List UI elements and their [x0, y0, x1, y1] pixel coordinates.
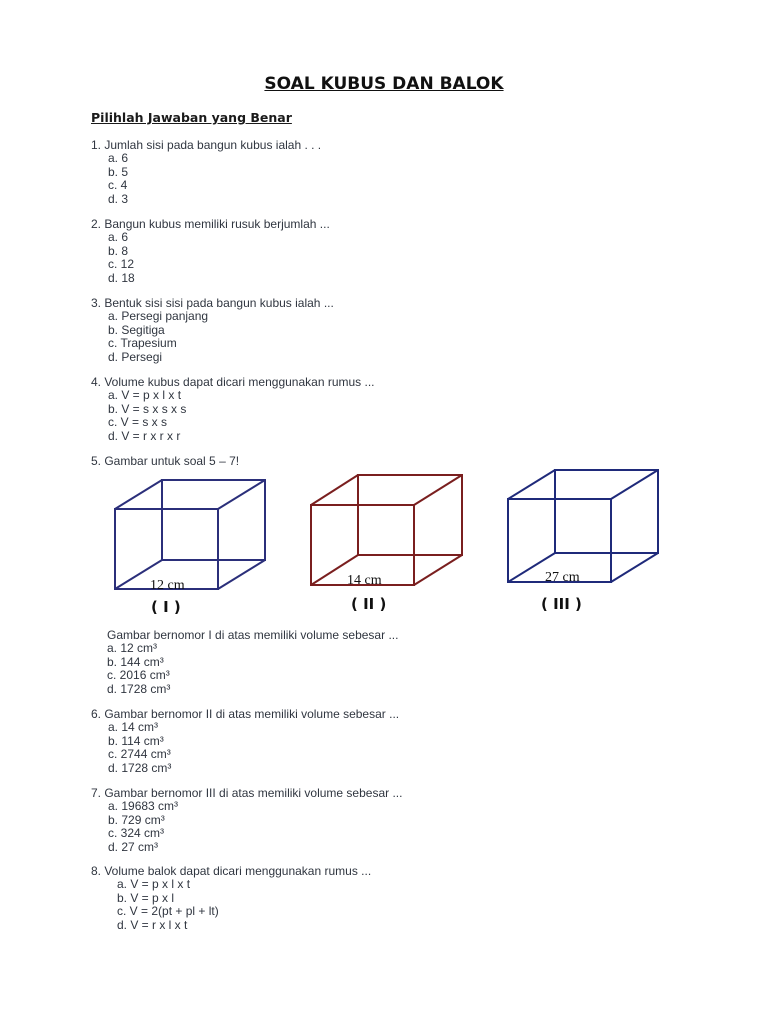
option-b: b. 729 cm³	[108, 812, 165, 827]
question-stem: 7. Gambar bernomor III di atas memiliki volume sebesar ...	[91, 786, 403, 800]
question-3	[91, 297, 334, 364]
question-stem: 5. Gambar untuk soal 5 – 7!	[91, 454, 240, 468]
option-a: a. V = p x l x t	[108, 388, 182, 403]
question-stem: 6. Gambar bernomor II di atas memiliki volume sebesar ...	[91, 707, 400, 721]
option-d: d. 1728 cm³	[107, 681, 171, 696]
option-c: c. V = 2(pt + pl + lt)	[117, 904, 219, 919]
cube-back-face	[162, 480, 265, 560]
option-d: d. 18	[108, 270, 135, 285]
question-stem: 4. Volume kubus dapat dicari menggunakan rumus ...	[91, 375, 375, 389]
option-b: b. V = p x l	[117, 890, 175, 905]
option-b: b. Segitiga	[108, 322, 165, 337]
option-a: a. 6	[108, 230, 129, 245]
option-a: a. V = p x l x t	[117, 877, 191, 892]
cube-figures	[0, 462, 768, 622]
option-c: c. 12	[108, 257, 135, 272]
option-b: b. V = s x s x s	[108, 401, 187, 416]
instruction-heading: Pilihlah Jawaban yang Benar	[91, 110, 292, 125]
option-a: a. 12 cm³	[107, 641, 158, 656]
option-a: a. 14 cm³	[108, 720, 159, 735]
question-8	[91, 865, 371, 932]
option-d: d. V = r x r x r	[108, 428, 181, 443]
option-d: d. V = r x l x t	[117, 917, 188, 932]
cube-figure-2	[311, 475, 462, 585]
cube-back-face	[358, 475, 462, 555]
option-d: d. 1728 cm³	[108, 760, 172, 775]
question-stem: 3. Bentuk sisi sisi pada bangun kubus ialah ...	[91, 296, 334, 310]
cube-1-number-label: ( I )	[151, 598, 181, 616]
option-d: d. 27 cm³	[108, 839, 159, 854]
option-b: b. 114 cm³	[108, 733, 164, 748]
option-c: c. 2016 cm³	[107, 668, 170, 683]
cube-3-side-label: 27 cm	[545, 570, 580, 585]
option-c: c. V = s x s	[108, 415, 168, 430]
cube-2-number-label: ( II )	[351, 595, 387, 613]
cube-3-number-label: ( III )	[541, 595, 582, 613]
question-4	[91, 376, 375, 443]
question-stem: 2. Bangun kubus memiliki rusuk berjumlah ...	[91, 217, 330, 231]
question-stem: 8. Volume balok dapat dicari menggunakan rumus ...	[91, 864, 372, 878]
option-c: c. 324 cm³	[108, 826, 165, 841]
question-1	[91, 139, 321, 206]
question-2	[91, 218, 330, 285]
option-b: b. 144 cm³	[107, 654, 164, 669]
question-stem: Gambar bernomor I di atas memiliki volume sebesar ...	[107, 628, 399, 642]
question-6	[91, 708, 399, 775]
option-d: d. Persegi	[108, 349, 163, 364]
option-b: b. 8	[108, 243, 129, 258]
cube-back-face	[555, 470, 658, 553]
question-5-body	[107, 629, 398, 696]
cube-2-side-label: 14 cm	[347, 573, 382, 588]
page-title: SOAL KUBUS DAN BALOK	[264, 74, 504, 94]
cube-1-side-label: 12 cm	[150, 578, 185, 593]
option-a: a. 19683 cm³	[108, 799, 179, 814]
option-c: c. Trapesium	[108, 336, 177, 351]
question-7	[91, 787, 402, 854]
option-b: b. 5	[108, 164, 129, 179]
option-c: c. 2744 cm³	[108, 747, 171, 762]
option-d: d. 3	[108, 191, 129, 206]
cube-front-face	[115, 509, 218, 589]
cube-figure-1	[115, 480, 265, 589]
option-a: a. Persegi panjang	[108, 309, 209, 324]
question-stem: 1. Jumlah sisi pada bangun kubus ialah . . .	[91, 138, 322, 152]
option-a: a. 6	[108, 151, 129, 166]
option-c: c. 4	[108, 178, 128, 193]
cube-figure-3	[508, 470, 658, 582]
